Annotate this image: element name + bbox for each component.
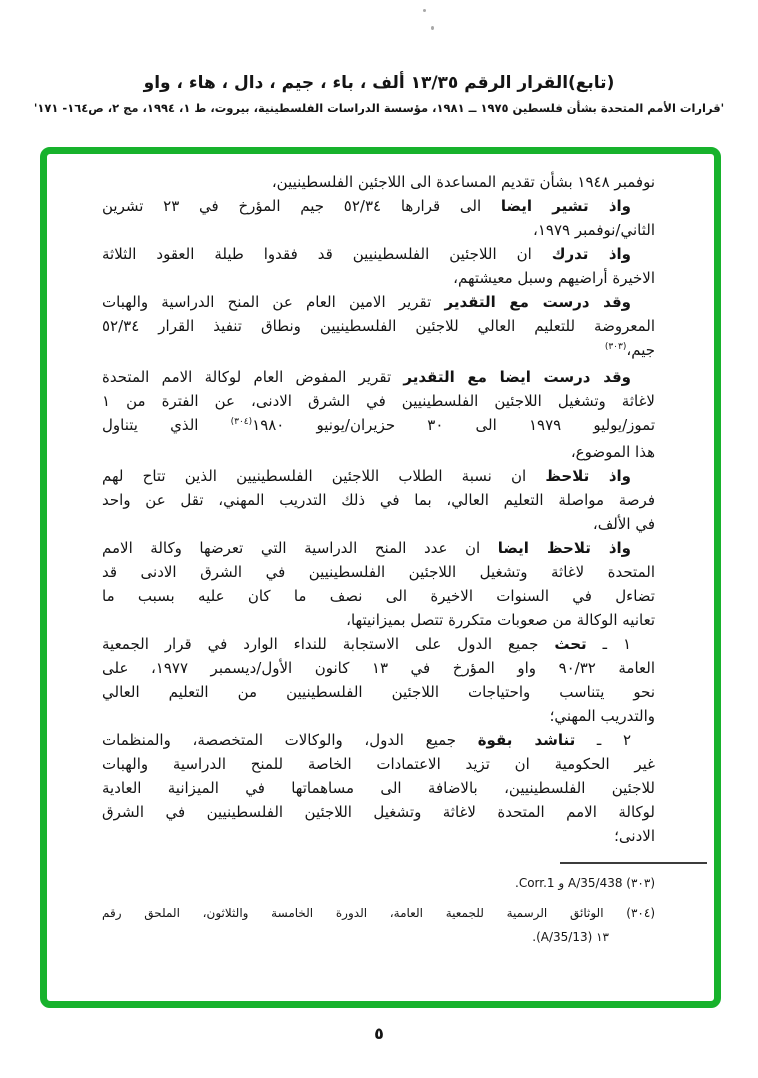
text-segment: لوكالة الامم المتحدة لاغاثة وتشغيل اللاجئين الفلسطينيين في الشرق <box>102 803 655 821</box>
text-line <box>102 170 655 194</box>
text-line <box>102 584 655 608</box>
text-line <box>102 440 655 464</box>
text-segment: في الألف، <box>592 515 655 533</box>
text-line <box>102 314 655 338</box>
text-segment: واذ تشير ايضا <box>500 197 631 215</box>
text-line <box>102 488 655 512</box>
paragraph <box>102 290 655 365</box>
text-segment: وقد درست مع التقدير <box>444 293 631 311</box>
text-line <box>102 218 655 242</box>
text-line <box>102 656 655 680</box>
paragraph <box>102 464 655 536</box>
text-segment: الادنى؛ <box>614 827 655 845</box>
text-segment: المعروضة للتعليم العالي للاجئين الفلسطينيين ونطاق تنفيذ القرار ٥٢/٣٤ <box>102 317 655 335</box>
page-header-citation: 'قرارات الأمم المتحدة بشأن فلسطين ١٩٧٥ ــ ١٩٨١، مؤسسة الدراسات الفلسطينية، بيروت، ط ١، ١٩٩٤، مج ٢، ص١٦٤- ١٧١' <box>33 101 725 115</box>
text-segment: ٢ ـ <box>575 731 632 749</box>
footnotes <box>102 871 655 955</box>
paragraph <box>102 170 655 194</box>
text-segment: وقد درست ايضا مع التقدير <box>403 368 632 386</box>
text-segment: الثاني/نوفمبر ١٩٧٩، <box>533 221 655 239</box>
text-segment: الى قرارها ٥٢/٣٤ جيم المؤرخ في ٢٣ تشرين <box>102 197 501 215</box>
text-line <box>102 800 655 824</box>
text-segment: جيم، <box>626 341 655 359</box>
text-segment: نوفمبر ١٩٤٨ بشأن تقديم المساعدة الى اللاجئين الفلسطينيين، <box>271 173 655 191</box>
text-segment: نحو يتناسب واحتياجات اللاجئين الفلسطينيين من التعليم العالي <box>102 683 655 701</box>
text-line <box>102 290 655 314</box>
text-segment: تحث <box>554 635 587 653</box>
paragraph <box>102 536 655 632</box>
paragraph <box>102 194 655 242</box>
footnote-reference: (٣٠٣) <box>604 342 627 352</box>
resolution-body <box>102 170 655 848</box>
text-line <box>102 925 655 949</box>
footnote-reference: (٣٠٤) <box>230 417 253 427</box>
text-segment: (٣٠٣) A/35/438 و Corr.1. <box>515 876 655 890</box>
text-line <box>102 871 655 895</box>
text-segment: هذا الموضوع، <box>570 443 655 461</box>
text-line <box>102 389 655 413</box>
text-segment: الذي يتناول <box>102 416 231 434</box>
text-segment: ان اللاجئين الفلسطينيين قد فقدوا طيلة العقود الثلاثة <box>102 245 552 263</box>
text-line <box>102 413 655 440</box>
text-segment: تموز/يوليو ١٩٧٩ الى ٣٠ حزيران/يونيو ١٩٨٠ <box>252 416 655 434</box>
page-header-title: (تابع)القرار الرقم ١٣/٣٥ ألف ، باء ، جيم ، دال ، هاء ، واو <box>143 73 615 93</box>
text-segment: ١٣ (A/35/13). <box>532 930 609 944</box>
text-segment: تقرير المفوض العام لوكالة الامم المتحدة <box>102 368 404 386</box>
text-segment: غير الحكومية ان تزيد الاعتمادات الخاصة للمنح الدراسية والهبات <box>102 755 655 773</box>
text-segment: فرصة مواصلة التعليم العالي، بما في ذلك التدريب المهني، تقل عن واحد <box>102 491 655 509</box>
text-line <box>102 560 655 584</box>
text-line <box>102 266 655 290</box>
text-line <box>102 242 655 266</box>
paragraph <box>102 728 655 848</box>
text-line <box>102 776 655 800</box>
text-line <box>102 608 655 632</box>
text-line <box>102 536 655 560</box>
text-line <box>102 704 655 728</box>
text-segment: واذ تلاحظ <box>545 467 632 485</box>
text-segment: العامة ٩٠/٣٢ واو المؤرخ في ١٣ كانون الأول/ديسمبر ١٩٧٧، على <box>102 659 655 677</box>
text-line <box>102 901 655 925</box>
text-segment: تضاءل في السنوات الاخيرة الى نصف ما كان عليه بسبب ما <box>102 587 655 605</box>
text-line <box>102 824 655 848</box>
text-segment: ان عدد المنح الدراسية التي تعرضها وكالة الامم <box>102 539 498 557</box>
text-segment: المتحدة لاغاثة وتشغيل اللاجئين الفلسطينيين في الشرق الادنى قد <box>102 563 655 581</box>
text-line <box>102 194 655 218</box>
text-line <box>102 338 655 365</box>
text-segment: ١ ـ <box>586 635 631 653</box>
text-segment: تقرير الامين العام عن المنح الدراسية والهبات <box>102 293 445 311</box>
text-line <box>102 365 655 389</box>
page-number: ٥ <box>374 1024 384 1043</box>
paragraph <box>102 632 655 728</box>
text-segment: الاخيرة أراضيهم وسبل معيشتهم، <box>453 269 655 287</box>
text-line <box>102 632 655 656</box>
footnote-item <box>102 901 655 949</box>
paragraph <box>102 365 655 464</box>
text-segment: تناشد بقوة <box>477 731 576 749</box>
text-line <box>102 512 655 536</box>
text-segment: والتدريب المهني؛ <box>549 707 655 725</box>
text-line <box>102 680 655 704</box>
text-line <box>102 728 655 752</box>
text-segment: لاغاثة وتشغيل اللاجئين الفلسطينيين في الشرق الادنى، عن الفترة من ١ <box>102 392 655 410</box>
text-line <box>102 464 655 488</box>
text-line <box>102 752 655 776</box>
text-segment: (٣٠٤) الوثائق الرسمية للجمعية العامة، الدورة الخامسة والثلاثون، الملحق رقم <box>102 906 655 920</box>
paragraph <box>102 242 655 290</box>
text-segment: للاجئين الفلسطينيين، بالاضافة الى مساهماتها في الميزانية العادية <box>102 779 655 797</box>
footnote-separator <box>560 862 707 864</box>
scan-speck <box>431 26 434 30</box>
text-segment: جميع الدول على الاستجابة للنداء الوارد في قرار الجمعية <box>102 635 555 653</box>
scan-speck <box>423 9 426 12</box>
text-segment: واذ تلاحظ ايضا <box>497 539 631 557</box>
footnote-item <box>102 871 655 895</box>
text-segment: جميع الدول، والوكالات المتخصصة، والمنظمات <box>102 731 478 749</box>
text-segment: تعانيه الوكالة من صعوبات متكررة تتصل بميزانيتها، <box>346 611 655 629</box>
text-segment: ان نسبة الطلاب اللاجئين الفلسطينيين الذين تتاح لهم <box>102 467 546 485</box>
text-segment: واذ تدرك <box>551 245 631 263</box>
